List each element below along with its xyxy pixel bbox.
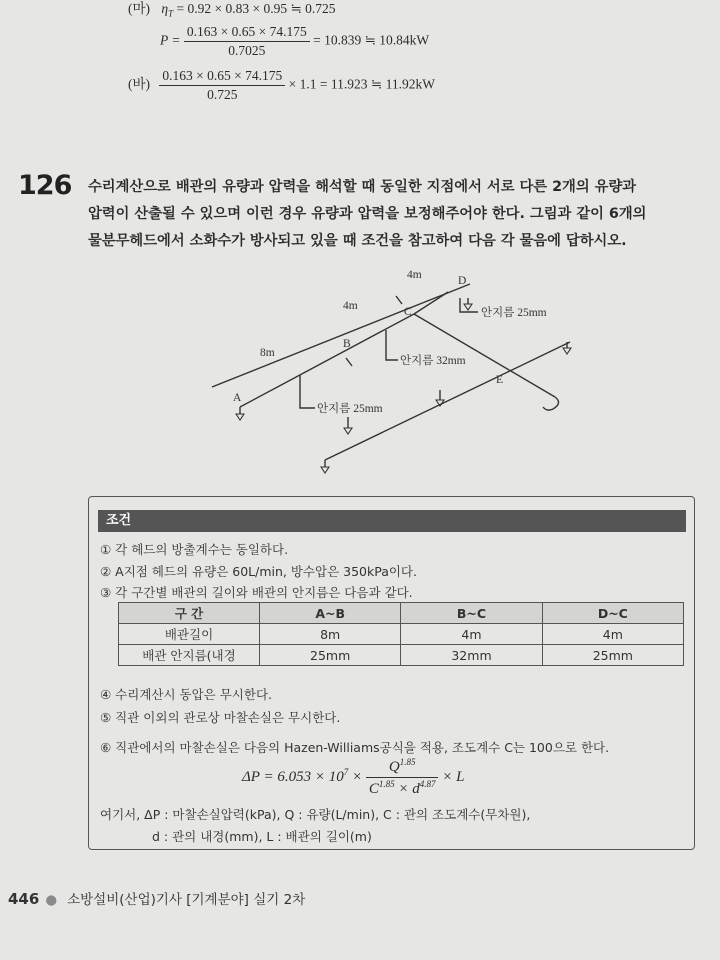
condition-item: ② A지점 헤드의 유량은 60L/min, 방수압은 350kPa이다. (100, 564, 417, 579)
formula-ba (128, 68, 435, 103)
length-label: 4m (407, 269, 422, 281)
q-exponent: 1.85 (399, 757, 416, 767)
leader-dia-32 (386, 330, 398, 360)
diameter-label: 안지름 32mm (400, 355, 466, 367)
condition-item: ④ 수리계산시 동압은 무시한다. (100, 687, 273, 702)
eta-value: = 0.92 × 0.83 × 0.95 ≒ 0.725 (176, 1, 336, 16)
ba-fraction (159, 68, 285, 103)
length-label: 4m (343, 300, 358, 312)
book-title: 소방설비(산업)기사 [기계분야] 실기 2차 (67, 892, 306, 908)
eta-subscript: T (168, 8, 174, 19)
leader-dia-25-bottom (300, 375, 315, 408)
pipe-end-curl (543, 397, 559, 410)
question-number: 126 (18, 170, 72, 201)
condition-item: ③ 각 구간별 배관의 길이와 배관의 안지름은 다음과 같다. (100, 585, 413, 600)
point-label-e: E (496, 374, 504, 386)
pipe-d-c (414, 292, 448, 314)
table-cell: 32mm (401, 645, 542, 666)
condition-item: ⑥ 직관에서의 마찰손실은 다음의 Hazen-Williams공식을 적용, 조도계수 C는 100으로 한다. (100, 740, 610, 755)
formula-times: × (351, 768, 363, 785)
d-exponent: 4.87 (419, 779, 436, 789)
formula-lhs: ΔP = 6.053 × 10 (242, 768, 344, 785)
p-fraction (184, 24, 310, 59)
table-header-cell: 구 간 (119, 603, 260, 624)
leader-dia-25-top (460, 298, 478, 312)
table-row (119, 624, 684, 645)
length-label: 8m (260, 347, 275, 359)
question-line: 압력이 산출될 수 있으며 이런 경우 유량과 압력을 보정해주어야 한다. 그림과 같이 6개의 (88, 206, 647, 222)
where-line: d : 관의 내경(mm), L : 배관의 길이(m) (152, 829, 372, 844)
formula-fraction (366, 757, 439, 798)
formula-denominator (366, 778, 439, 798)
table-cell: 배관길이 (119, 624, 260, 645)
label-ma: (마) (128, 1, 151, 16)
page-number: 446 (8, 890, 40, 908)
sprinkler-head-icon (321, 467, 329, 473)
formula-exp: 7 (343, 766, 349, 777)
ba-numerator: 0.163 × 0.65 × 74.175 (159, 68, 285, 86)
table-cell: 25mm (542, 645, 683, 666)
sprinkler-head-icon (344, 428, 352, 434)
table-cell: 8m (260, 624, 401, 645)
ba-denominator: 0.725 (207, 87, 238, 102)
pipe-spec-table (118, 602, 684, 666)
condition-item: ⑤ 직관 이외의 관로상 마찰손실은 무시한다. (100, 710, 341, 725)
point-label-c: C (404, 306, 412, 318)
point-label-d: D (458, 275, 467, 287)
table-cell: 25mm (260, 645, 401, 666)
table-header-row (119, 603, 684, 624)
table-header-cell: D~C (542, 603, 683, 624)
page-footer (8, 888, 305, 908)
question-line: 물분무헤드에서 소화수가 방사되고 있을 때 조건을 참고하여 다음 각 물음에 답하시오. (88, 233, 627, 249)
d-symbol: × d (394, 781, 420, 797)
ba-result: × 1.1 = 11.923 ≒ 11.92kW (288, 76, 435, 92)
bullet-icon: ● (45, 892, 58, 908)
point-label-b: B (343, 338, 351, 350)
question-text (88, 174, 698, 255)
conditions-header: 조건 (98, 510, 686, 532)
table-cell: 4m (542, 624, 683, 645)
hazen-williams-formula (242, 757, 464, 798)
c-symbol: C (368, 781, 379, 797)
c-exponent: 1.85 (378, 779, 395, 789)
diameter-label: 안지름 25mm (317, 403, 383, 415)
p-denominator: 0.7025 (228, 43, 266, 58)
piping-diagram (200, 262, 600, 482)
table-cell: 4m (401, 624, 542, 645)
p-result: = 10.839 ≒ 10.84kW (313, 32, 430, 48)
sprinkler-head-icon (563, 348, 571, 354)
main-pipe (212, 284, 470, 387)
eta-symbol: η (161, 1, 169, 16)
where-line: 여기서, ΔP : 마찰손실압력(kPa), Q : 유량(L/min), C : 관의 조도계수(무차원), (100, 807, 531, 822)
table-cell: 배관 안지름(내경 (119, 645, 260, 666)
table-header-cell: A~B (260, 603, 401, 624)
table-header-cell: B~C (401, 603, 542, 624)
table-row (119, 645, 684, 666)
formula-power (160, 24, 429, 59)
sprinkler-head-icon (464, 304, 472, 310)
question-line: 수리계산으로 배관의 유량과 압력을 해석할 때 동일한 지점에서 서로 다른 2개의 유량과 (88, 179, 637, 195)
formula-rhs: × L (442, 768, 465, 785)
formula-numerator (366, 757, 439, 778)
p-numerator: 0.163 × 0.65 × 74.175 (184, 24, 310, 42)
diameter-label: 안지름 25mm (481, 307, 547, 319)
formula-efficiency (128, 0, 336, 19)
label-ba: (바) (128, 76, 151, 92)
condition-item: ① 각 헤드의 방출계수는 동일하다. (100, 542, 289, 557)
p-lhs: P = (160, 32, 181, 48)
q-symbol: Q (388, 759, 400, 775)
sprinkler-head-icon (236, 414, 244, 420)
point-label-a: A (233, 392, 242, 404)
